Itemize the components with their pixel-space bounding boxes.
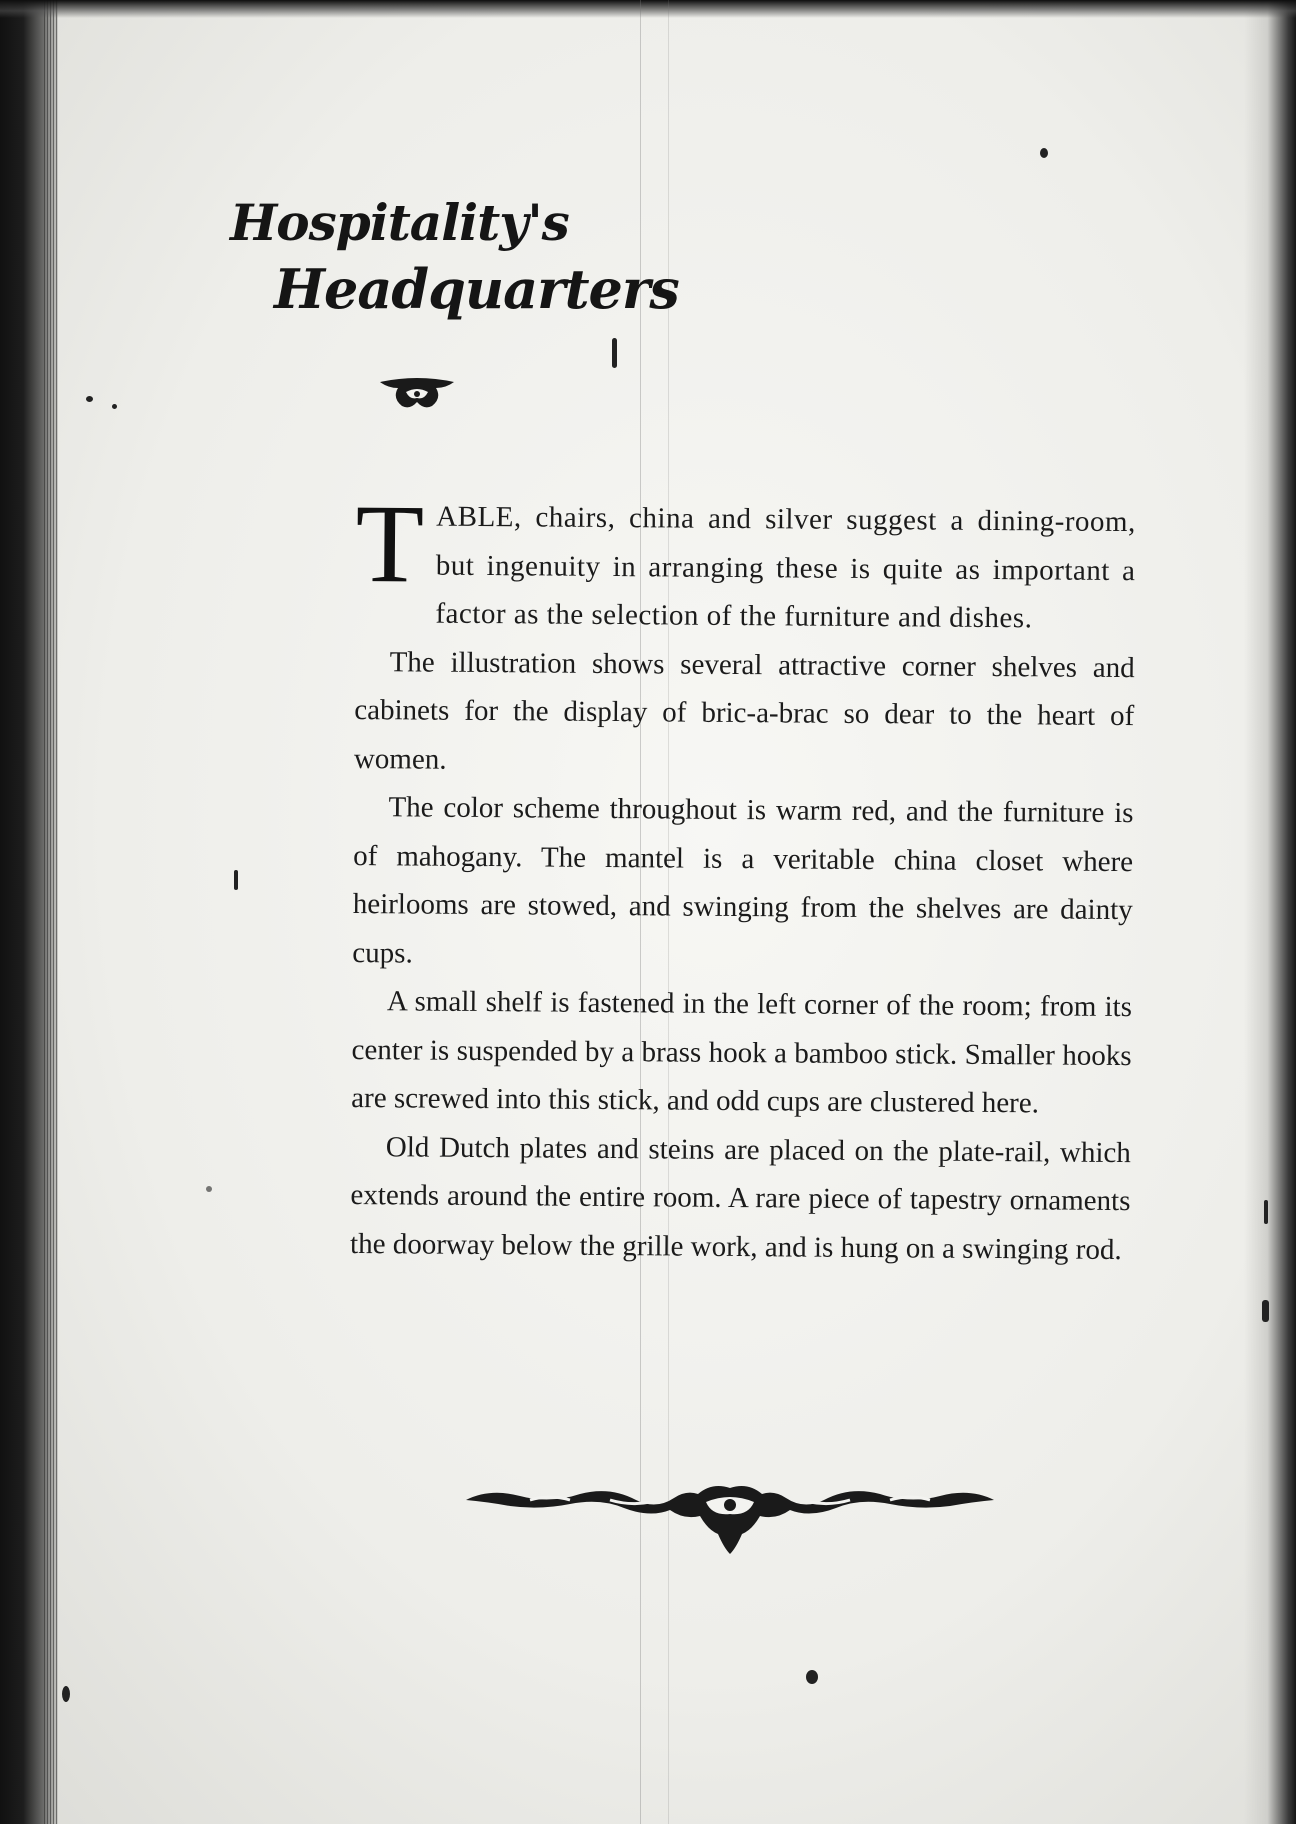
scan-speck: [806, 1670, 818, 1684]
scan-speck: [1262, 1300, 1269, 1322]
scan-speck: [234, 870, 238, 890]
title-line-2: Headquarters: [274, 257, 679, 321]
scan-speck: [1264, 1200, 1268, 1224]
paragraph-1-text: ABLE, chairs, china and silver suggest a dining-room, but ingenuity in arranging these is quite as important a factor as the selection of the furniture and dishes.: [435, 500, 1136, 635]
drop-cap: T: [355, 482, 425, 607]
paragraph-5: Old Dutch plates and steins are placed on the plate-rail, which extends around the entire room. A rare piece of tapestry ornaments the doorway below the grille work, and is hung on a swinging rod.: [349, 1130, 1131, 1266]
paragraph-3: The color scheme throughout is warm red, and the furniture is of mahogany. The mantel is a veritable china closet where heirlooms are stowed, and swinging from the shelves are dainty cups.: [352, 791, 1134, 969]
title-line-1: Hospitality's: [230, 193, 569, 252]
page-stack-lines: [44, 0, 58, 1824]
fleuron-small-icon: [376, 376, 458, 414]
scan-speck: [86, 396, 93, 402]
paragraph-2: The illustration shows several attractive corner shelves and cabinets for the display of bric-a-brac so dear to the heart of women.: [353, 645, 1135, 776]
scan-speck: [112, 404, 117, 409]
article-body: [349, 482, 1136, 1274]
scroll-flourish-icon: [460, 1480, 1000, 1560]
page-title: [230, 193, 679, 321]
page-edge-right: [1244, 0, 1296, 1824]
scan-speck: [1040, 148, 1048, 158]
scan-speck: [206, 1186, 212, 1192]
scan-speck: [62, 1686, 70, 1702]
page-edge-top: [0, 0, 1296, 18]
paragraph-4: A small shelf is fastened in the left corner of the room; from its center is suspended by a brass hook a bamboo stick. Smaller hooks are screwed into this stick, and odd cups are clustered here.: [351, 985, 1133, 1120]
scan-speck: [612, 338, 617, 368]
paragraph-1: [355, 482, 1136, 644]
